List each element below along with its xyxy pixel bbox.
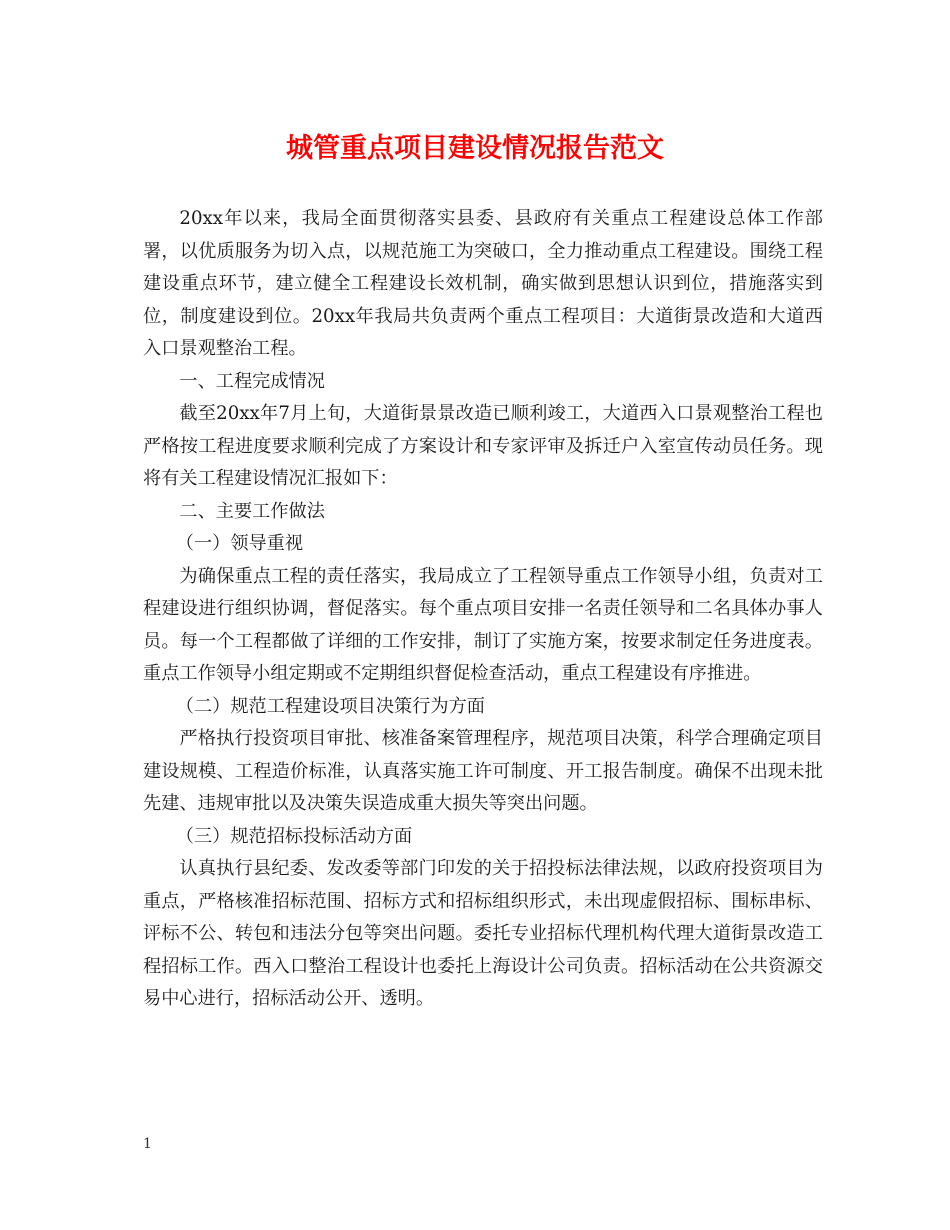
subheading-decision: （二）规范工程建设项目决策行为方面 [175, 695, 485, 717]
completion-paragraph: 截至20xx年7月上旬，大道街景景改造已顺利竣工，大道西入口景观整治工程也严格按工程进度要求顺利完成了方案设计和专家评审及拆迁户入室宣传动员任务。现将有关工程建设情况汇报如下： [143, 403, 823, 489]
section-heading-practices: 二、主要工作做法 [179, 500, 325, 522]
subheading-bidding: （三）规范招标投标活动方面 [175, 825, 413, 847]
section-heading-completion: 一、工程完成情况 [179, 370, 325, 392]
decision-paragraph: 严格执行投资项目审批、核准备案管理程序，规范项目决策，科学合理确定项目建设规模、工程造价标准，认真落实施工许可制度、开工报告制度。确保不出现未批先建、违规审批以及决策失误造成重大损失等突出问题。 [143, 728, 823, 814]
page-number: 1 [143, 1136, 152, 1152]
document-title: 城管重点项目建设情况报告范文 [286, 133, 664, 164]
intro-paragraph: 20xx年以来，我局全面贯彻落实县委、县政府有关重点工程建设总体工作部署，以优质服务为切入点，以规范施工为突破口，全力推动重点工程建设。围绕工程建设重点环节，建立健全工程建设长效机制，确实做到思想认识到位，措施落实到位，制度建设到位。20xx年我局共负责两个重点工程项目：大道街景改造和大道西入口景观整治工程。 [143, 208, 823, 359]
bidding-paragraph: 认真执行县纪委、发改委等部门印发的关于招投标法律法规，以政府投资项目为重点，严格核准招标范围、招标方式和招标组织形式，未出现虚假招标、围标串标、评标不公、转包和违法分包等突出问题。委托专业招标代理机构代理大道街景改造工程招标工作。西入口整治工程设计也委托上海设计公司负责。招标活动在公共资源交易中心进行，招标活动公开、透明。 [143, 858, 823, 1009]
document-body [143, 203, 823, 1016]
subheading-leadership: （一）领导重视 [175, 533, 304, 554]
leadership-paragraph: 为确保重点工程的责任落实，我局成立了工程领导重点工作领导小组，负责对工程建设进行组织协调，督促落实。每个重点项目安排一名责任领导和二名具体办事人员。每一个工程都做了详细的工作安排，制订了实施方案，按要求制定任务进度表。重点工作领导小组定期或不定期组织督促检查活动，重点工程建设有序推进。 [143, 565, 823, 684]
